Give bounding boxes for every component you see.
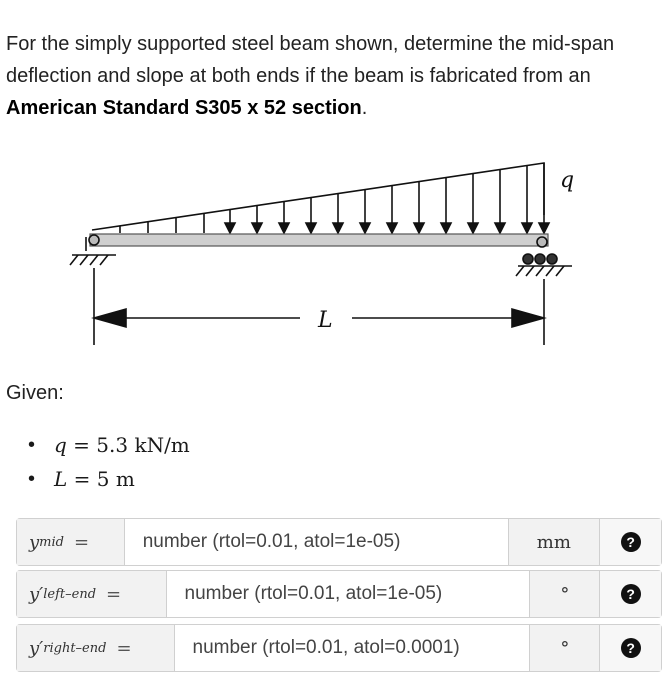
given-heading: Given: xyxy=(6,382,64,404)
beam xyxy=(90,234,548,246)
given-value: = 5 m xyxy=(73,467,135,491)
answer-row-right-end xyxy=(16,624,662,672)
help-button[interactable] xyxy=(599,571,661,617)
problem-statement xyxy=(6,28,656,124)
answer-row-left-end xyxy=(16,570,662,618)
load-outline xyxy=(92,163,544,230)
load-label: q xyxy=(560,168,575,193)
unit-label: ° xyxy=(529,571,599,617)
answer-row-mid xyxy=(16,518,662,566)
help-icon: ? xyxy=(621,532,641,552)
help-icon: ? xyxy=(621,584,641,604)
help-button[interactable] xyxy=(599,519,661,565)
answer-input-right-end[interactable]: number (rtol=0.01, atol=0.0001) xyxy=(192,637,460,658)
help-button[interactable] xyxy=(599,625,661,671)
unit-label: ° xyxy=(529,625,599,671)
given-value: = 5.3 kN/m xyxy=(73,433,190,457)
problem-intro: For the simply supported steel beam shown, determine the mid-span deflection and slope at both ends if the beam is fabricated from an xyxy=(6,33,615,87)
unit-label: mm xyxy=(508,519,600,565)
given-item: • q = 5.3 kN/m xyxy=(28,433,190,457)
beam-diagram xyxy=(50,155,590,355)
answer-label: y mid = xyxy=(17,519,125,565)
answer-label: y ′ left–end = xyxy=(17,571,167,617)
given-symbol: q xyxy=(54,433,67,457)
span-label: L xyxy=(318,308,333,333)
answer-input-mid[interactable]: number (rtol=0.01, atol=1e-05) xyxy=(142,531,401,552)
problem-end: . xyxy=(361,97,368,119)
help-icon: ? xyxy=(621,638,641,658)
answer-label: y ′ right–end = xyxy=(17,625,175,671)
load-arrows xyxy=(120,163,549,233)
answer-input-left-end[interactable]: number (rtol=0.01, atol=1e-05) xyxy=(184,583,443,604)
given-list xyxy=(28,428,190,496)
given-item: • L = 5 m xyxy=(28,467,135,491)
span-dimension xyxy=(94,268,544,345)
problem-section: American Standard S305 x 52 section xyxy=(6,97,362,119)
given-symbol: L xyxy=(54,467,68,491)
